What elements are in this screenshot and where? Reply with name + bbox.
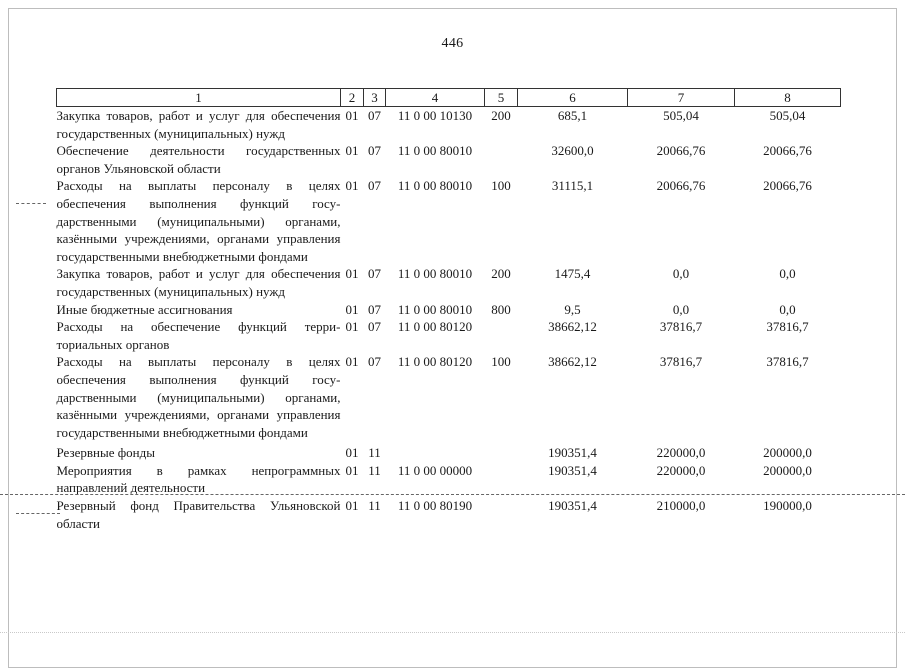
amount-col-6: 32600,0 xyxy=(551,143,594,159)
amount-col-8: 37816,7 xyxy=(766,319,809,335)
section-code: 01 xyxy=(345,108,359,123)
table-row xyxy=(57,497,841,532)
row-name: Мероприятия в рамках непрограммных направлений деятельности xyxy=(56,462,341,496)
amount-col-7: 37816,7 xyxy=(659,354,703,370)
expense-type-code: 100 xyxy=(491,354,511,370)
subsection-code: 07 xyxy=(368,354,381,370)
section-code: 01 xyxy=(345,498,359,514)
subsection-code: 07 xyxy=(368,266,381,282)
row-name: Обеспечение деятельности государственных органов Ульяновской области xyxy=(56,143,341,176)
table-row xyxy=(57,142,841,177)
section-code: 01 xyxy=(345,354,359,370)
expense-type-code xyxy=(485,462,518,497)
table-header xyxy=(57,89,841,107)
target-article-code: 11 0 00 00000 xyxy=(397,462,473,478)
amount-col-7: 210000,0 xyxy=(656,498,706,514)
column-header-2: 2 xyxy=(341,89,364,107)
subsection-code: 11 xyxy=(368,462,381,478)
table-row xyxy=(57,462,841,497)
amount-col-7: 0,0 xyxy=(672,301,690,317)
separator-line xyxy=(0,494,905,495)
expense-type-code: 100 xyxy=(491,178,511,194)
row-name: Закупка товаров, работ и услуг для обеспечения государственных (муниципальных) нужд xyxy=(56,266,341,299)
amount-col-6: 31115,1 xyxy=(551,178,594,194)
table-row xyxy=(57,441,841,462)
table-row xyxy=(57,177,841,265)
amount-col-6: 38662,12 xyxy=(548,354,597,370)
amount-col-8: 0,0 xyxy=(779,266,796,282)
row-name: Расходы на выплаты персоналу в целях обеспечения выполнения функций государственными (муниципальными) органами, казёнными учреждениями, органами управления государственными внебюджетными фондами xyxy=(56,354,341,440)
table-row xyxy=(57,318,841,353)
target-article-code: 11 0 00 80010 xyxy=(397,143,473,159)
scan-noise-line xyxy=(0,632,905,633)
amount-col-8: 20066,76 xyxy=(763,178,812,194)
column-header-8: 8 xyxy=(735,89,841,107)
scan-mark xyxy=(16,513,60,514)
column-header-1: 1 xyxy=(57,89,341,107)
column-header-5: 5 xyxy=(485,89,518,107)
row-name: Резервный фонд Правительства Ульяновской области xyxy=(56,498,341,531)
target-article-code: 11 0 00 80120 xyxy=(397,354,473,370)
budget-table xyxy=(56,88,841,532)
target-article-code: 11 0 00 80010 xyxy=(397,301,473,317)
table-row xyxy=(57,353,841,441)
column-header-3: 3 xyxy=(364,89,386,107)
table-body xyxy=(57,107,841,533)
row-name: Расходы на обеспечение функций территориальных органов xyxy=(56,319,341,352)
table-row xyxy=(57,265,841,300)
page-number: 446 xyxy=(441,36,464,51)
amount-col-8: 20066,76 xyxy=(763,143,812,159)
column-header-7: 7 xyxy=(628,89,735,107)
amount-col-7: 0,0 xyxy=(672,266,690,282)
amount-col-8: 0,0 xyxy=(779,301,796,317)
expense-type-code xyxy=(485,497,518,532)
column-header-4: 4 xyxy=(386,89,485,107)
amount-col-7: 220000,0 xyxy=(656,445,706,461)
target-article-code: 11 0 00 80190 xyxy=(397,498,473,514)
expense-type-code xyxy=(485,142,518,177)
row-name: Расходы на выплаты персоналу в целях обеспечения выполнения функций государственными (муниципальными) органами, казёнными учреждениями, органами управления государственными внебюджетными фондами xyxy=(56,178,341,264)
subsection-code: 07 xyxy=(368,301,381,317)
table-row xyxy=(57,301,841,319)
amount-col-8: 505,04 xyxy=(769,108,806,123)
header-row xyxy=(57,89,841,107)
amount-col-7: 220000,0 xyxy=(656,462,706,478)
amount-col-6: 190351,4 xyxy=(548,462,597,478)
scan-mark xyxy=(16,203,46,204)
subsection-code: 11 xyxy=(368,445,381,461)
amount-col-7: 20066,76 xyxy=(656,143,706,159)
section-code: 01 xyxy=(345,445,359,461)
amount-col-6: 190351,4 xyxy=(548,498,597,514)
amount-col-7: 37816,7 xyxy=(659,319,703,335)
amount-col-8: 200000,0 xyxy=(763,462,812,478)
expense-type-code xyxy=(485,318,518,353)
expense-type-code: 800 xyxy=(491,301,511,317)
section-code: 01 xyxy=(345,143,359,159)
target-article-code: 11 0 00 80010 xyxy=(397,178,473,194)
target-article-code xyxy=(386,441,485,462)
amount-col-6: 685,1 xyxy=(557,108,588,123)
section-code: 01 xyxy=(345,178,359,194)
amount-col-7: 20066,76 xyxy=(656,178,706,194)
amount-col-6: 1475,4 xyxy=(554,266,591,282)
expense-type-code: 200 xyxy=(491,108,511,123)
subsection-code: 11 xyxy=(368,498,381,514)
section-code: 01 xyxy=(345,462,359,478)
subsection-code: 07 xyxy=(368,143,381,159)
row-name: Закупка товаров, работ и услуг для обеспечения государственных (муниципальных) нужд xyxy=(56,108,341,141)
amount-col-8: 37816,7 xyxy=(766,354,809,370)
amount-col-6: 190351,4 xyxy=(548,445,597,461)
section-code: 01 xyxy=(345,266,359,282)
amount-col-7: 505,04 xyxy=(663,108,699,123)
table-row xyxy=(57,107,841,143)
subsection-code: 07 xyxy=(368,319,381,335)
target-article-code: 11 0 00 80010 xyxy=(397,266,473,282)
amount-col-6: 38662,12 xyxy=(548,319,597,335)
expense-type-code: 200 xyxy=(491,266,511,282)
subsection-code: 07 xyxy=(368,178,381,194)
row-name: Иные бюджетные ассигнования xyxy=(56,301,233,317)
amount-col-8: 200000,0 xyxy=(763,445,812,461)
target-article-code: 11 0 00 10130 xyxy=(397,108,473,123)
section-code: 01 xyxy=(345,319,359,335)
column-header-6: 6 xyxy=(518,89,628,107)
section-code: 01 xyxy=(345,301,359,317)
expense-type-code xyxy=(485,441,518,462)
amount-col-6: 9,5 xyxy=(564,301,581,317)
amount-col-8: 190000,0 xyxy=(763,498,812,514)
subsection-code: 07 xyxy=(368,108,381,123)
row-name: Резервные фонды xyxy=(56,445,155,461)
target-article-code: 11 0 00 80120 xyxy=(397,319,473,335)
